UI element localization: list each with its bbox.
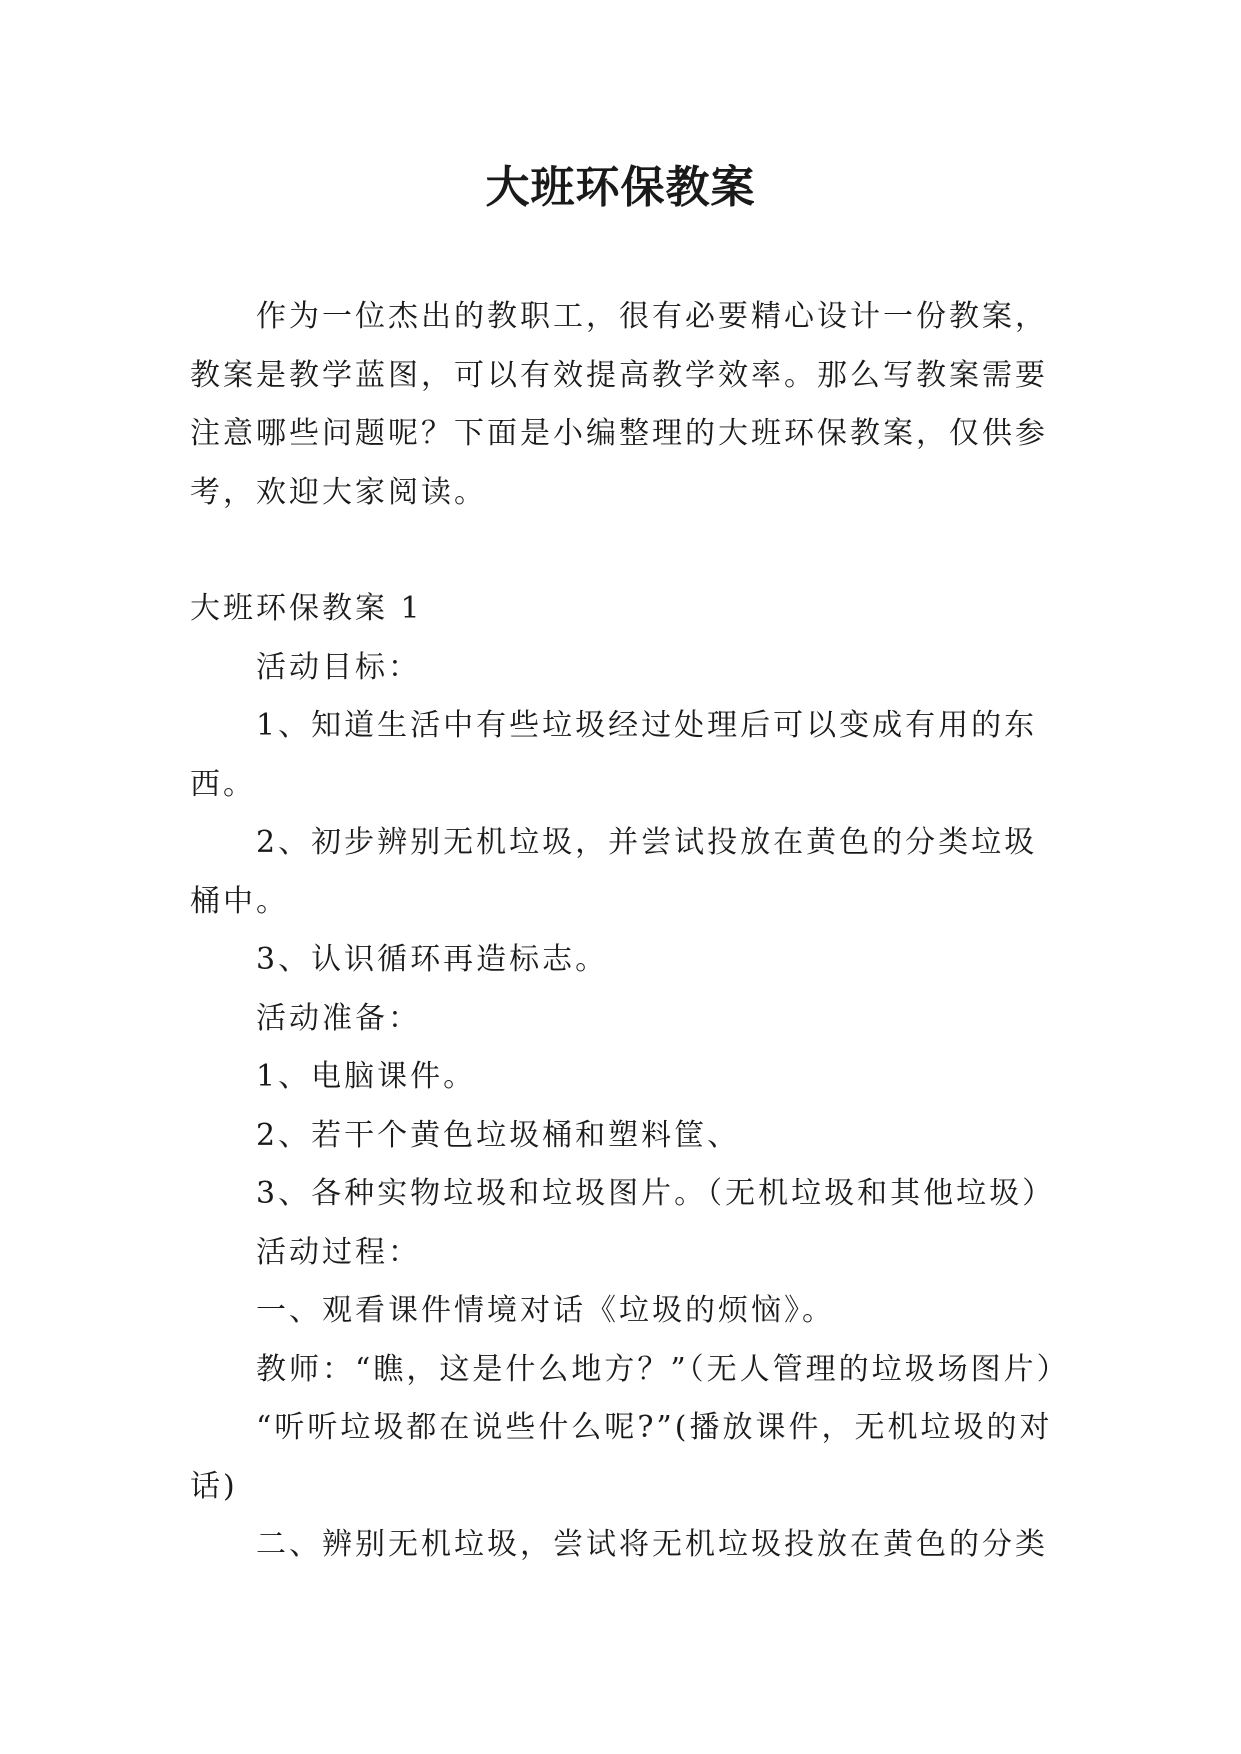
paragraph: 2、若干个黄色垃圾桶和塑料筐、 (256, 1117, 741, 1153)
paragraph: “听听垃圾都在说些什么呢?”(播放课件，无机垃圾的对话) (190, 1410, 1053, 1504)
lesson-plan-section (190, 580, 1070, 1575)
section-heading: 大班环保教案 1 (190, 591, 423, 626)
paragraph: 1、知道生活中有些垃圾经过处理后可以变成有用的东西。 (190, 708, 1038, 802)
paragraph: 活动准备： (256, 1000, 421, 1036)
paragraph: 活动目标： (256, 649, 421, 685)
paragraph: 一、观看课件情境对话《垃圾的烦恼》。 (256, 1293, 835, 1328)
paragraph: 3、各种实物垃圾和垃圾图片。（无机垃圾和其他垃圾） (256, 1176, 1056, 1211)
paragraph: 二、辨别无机垃圾，尝试将无机垃圾投放在黄色的分类 (256, 1527, 1048, 1562)
paragraph: 活动过程： (256, 1234, 421, 1270)
paragraph: 3、认识循环再造标志。 (256, 942, 609, 977)
document-body (190, 288, 1070, 1575)
paragraph: 2、初步辨别无机垃圾，并尝试投放在黄色的分类垃圾桶中。 (190, 825, 1038, 919)
paragraph: 1、电脑课件。 (256, 1059, 477, 1094)
document-title: 大班环保教案 (485, 162, 756, 213)
paragraph: 教师：“瞧，这是什么地方？”（无人管理的垃圾场图片） (256, 1351, 1070, 1387)
intro-paragraph: 作为一位杰出的教职工，很有必要精心设计一份教案，教案是教学蓝图，可以有效提高教学效率。那么写教案需要注意哪些问题呢？下面是小编整理的大班环保教案，仅供参考，欢迎大家阅读。 (190, 299, 1048, 510)
